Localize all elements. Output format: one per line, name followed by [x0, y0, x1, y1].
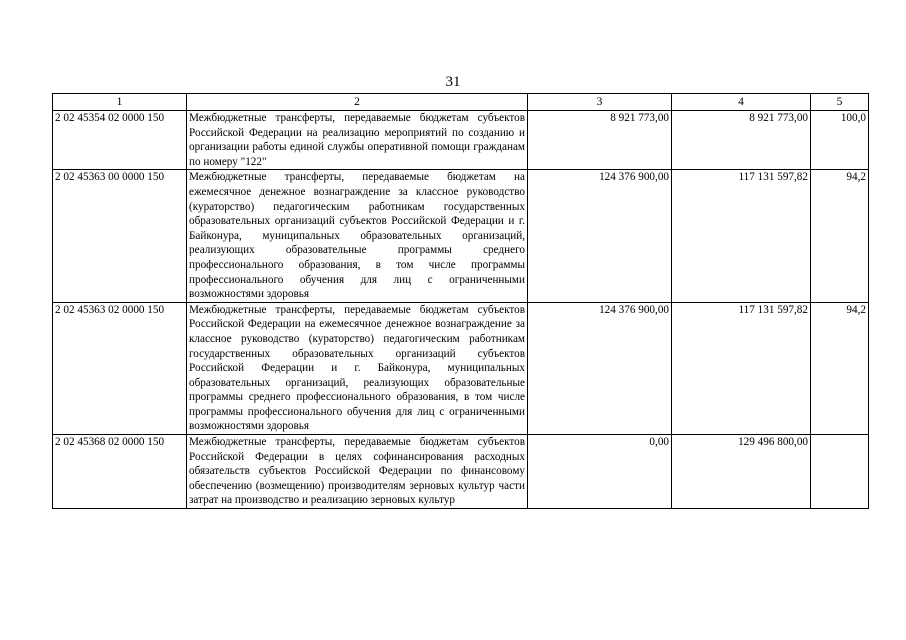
column-header-actual: 4 — [672, 94, 811, 111]
row-code: 2 02 45354 02 0000 150 — [53, 111, 187, 170]
row-description: Межбюджетные трансферты, передаваемые бюджетам субъектов Российской Федерации на реализацию мероприятий по созданию и организации работы единой службы оперативной помощи гражданам по номеру "122" — [187, 111, 528, 170]
row-plan-amount: 124 376 900,00 — [528, 302, 672, 434]
table-row — [53, 111, 869, 170]
row-percent — [811, 435, 869, 509]
row-actual-amount: 117 131 597,82 — [672, 302, 811, 434]
budget-table — [52, 93, 869, 509]
table-row — [53, 170, 869, 302]
row-description: Межбюджетные трансферты, передаваемые бюджетам субъектов Российской Федерации на ежемесячное денежное вознаграждение за классное руководство (кураторство) педагогическим работникам государственных образовательных организаций субъектов Российской Федерации и г. Байконура, муниципальных образовательных организаций, реализующих образовательные программы среднего профессионального образования, в том числе программы профессионального обучения для лиц с ограниченными возможностями здоровья — [187, 302, 528, 434]
row-description: Межбюджетные трансферты, передаваемые бюджетам субъектов Российской Федерации в целях софинансирования расходных обязательств субъектов Российской Федерации по финансовому обеспечению (возмещению) производителям зерновых культур части затрат на производство и реализацию зерновых культур — [187, 435, 528, 509]
row-actual-amount: 117 131 597,82 — [672, 170, 811, 302]
row-code: 2 02 45363 02 0000 150 — [53, 302, 187, 434]
row-actual-amount: 8 921 773,00 — [672, 111, 811, 170]
column-header-code: 1 — [53, 94, 187, 111]
row-plan-amount: 0,00 — [528, 435, 672, 509]
row-percent: 94,2 — [811, 302, 869, 434]
table-row — [53, 302, 869, 434]
column-header-plan: 3 — [528, 94, 672, 111]
row-description: Межбюджетные трансферты, передаваемые бюджетам на ежемесячное денежное вознаграждение за классное руководство (кураторство) педагогическим работникам государственных образовательных организаций субъектов Российской Федерации и г. Байконура, муниципальных образовательных организаций, реализующих образовательные программы среднего профессионального образования, в том числе программы профессионального обучения для лиц с ограниченными возможностями здоровья — [187, 170, 528, 302]
row-percent: 100,0 — [811, 111, 869, 170]
column-header-percent: 5 — [811, 94, 869, 111]
table-header-row — [53, 94, 869, 111]
row-plan-amount: 8 921 773,00 — [528, 111, 672, 170]
row-code: 2 02 45363 00 0000 150 — [53, 170, 187, 302]
column-header-description: 2 — [187, 94, 528, 111]
table-row — [53, 435, 869, 509]
row-code: 2 02 45368 02 0000 150 — [53, 435, 187, 509]
row-plan-amount: 124 376 900,00 — [528, 170, 672, 302]
row-percent: 94,2 — [811, 170, 869, 302]
page-number: 31 — [445, 74, 461, 90]
row-actual-amount: 129 496 800,00 — [672, 435, 811, 509]
